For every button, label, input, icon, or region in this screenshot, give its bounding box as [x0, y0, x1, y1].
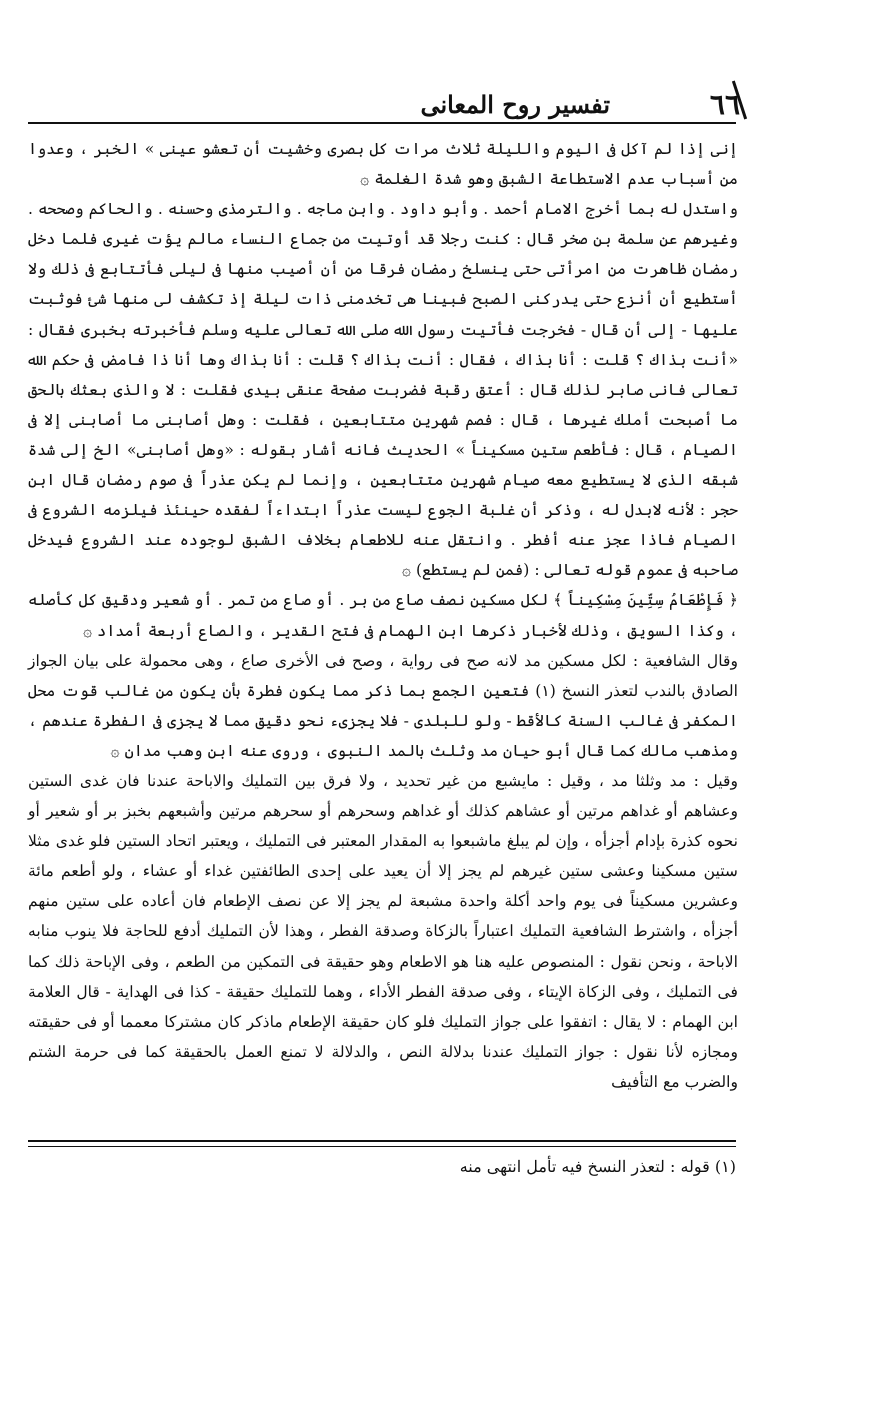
paragraph: ﴿ فَإِطْعَامُ سِتِّينَ مِسْكِيناً ﴾ لكل مسكين نصف صاع من بر . أو صاع من تمر . أو شعير ودقيق كل كأصله ، وكذا السويق ، وذلك لأخبار ذكرها ابن الهمام فى فتح القدير ، والصاع أربعة أمداد ۞ — [28, 591, 738, 640]
running-title: تفسير روح المعانى — [420, 90, 610, 119]
paragraph: وقال الشافعية : لكل مسكين مد لانه صح فى رواية ، وصح فى الأخرى صاع ، وهى محمولة على بيان الجواز الصادق بالندب لتعذر النسخ (١) فتعين الجمع بما ذكر مما يكون فطرة بأن يكون من غالب قوت محل المكفر فى غالب السنة كالأقط - ولو للبلدى - فلا يجزىء نحو دقيق مما لا يجزى فى الفطرة عندهم ، ومذهب مالك كما قال أبو حيان مد وثلث بالمد النبوى ، وروى عنه ابن وهب مدان ۞ — [28, 651, 738, 760]
page-number: ٦٦ — [709, 88, 740, 121]
footnote-rule — [28, 1140, 736, 1142]
footnote: (١) قوله : لتعذر النسخ فيه تأمل انتهى منه — [459, 1157, 736, 1176]
footnote-rule-thin — [28, 1146, 736, 1147]
paragraph: واستدل له بما أخرج الامام أحمد . وأبو داود . وابن ماجه . والترمذى وحسنه . والحاكم وصححه . وغيرهم عن سلمة بن صخر قال : كنت رجلا قد أوتيت من جماع النساء مالم يؤت غيرى فلما دخل رمضان ظاهرت من امرأتى حتى ينسلخ رمضان فرقا من أن أصيب منها فى ليلى فأتتابع فى ذلك ولا أستطيع أن أنزع حتى يدركنى الصبح فبينا هى تخدمنى ذات ليلة إذ تكشف لى منها شئ فوثبت عليها - إلى أن قال - فخرجت فأتيت رسول الله صلى الله تعالى عليه وسلم فأخبرته بخبرى فقال : «أنت بذاك ؟ قلت : أنا بذاك ، فقال : أنت بذاك ؟ قلت : أنا بذاك وها أنا ذا فامض فى حكم الله تعالى فانى صابر لذلك قال : أعتق رقبة فضربت صفحة عنقى بيدى فقلت : لا والذى بعثك بالحق ما أصبحت أملك غيرها ، قال : فصم شهرين متتابعين ، فقلت : وهل أصابنى ما أصابنى إلا فى الصيام ، قال : فأطعم ستين مسكيناً » الحديث فانه أشار بقوله : «وهل أصابنى» الخ إلى شدة شبقه الذى لا يستطيع معه صيام شهرين متتابعين ، وإنما لم يكن عذراً فى صوم رمضان قال ابن حجر : لأنه لابدل له ، وذكر أن غلبة الجوع ليست عذراً ابتداءاً لفقده حينئذ فيلزمه الشروع فى الصيام فاذا عجز عنه أفطر . وانتقل عنه للاطعام بخلاف الشبق لوجوده عند الشروع فيدخل صاحبه فى عموم قوله تعالى : (فمن لم يستطع) ۞ — [28, 200, 739, 580]
paragraph: إنى إذا لم آكل فى اليوم والليلة ثلاث مرات كل بصرى وخشيت أن تعشو عينى » الخبر ، وعدوا من أسباب عدم الاستطاعة الشبق وهو شدة الغلمة ۞ — [28, 140, 738, 189]
main-text — [28, 134, 738, 1414]
header-rule — [28, 122, 736, 124]
paragraph: وقيل : مد وثلثا مد ، وقيل : مايشبع من غير تحديد ، ولا فرق بين التمليك والاباحة عندنا فان غدى الستين وعشاهم أو غداهم مرتين أو عشاهم كذلك أو غداهم وسحرهم أو سحرهم مرتين وأشبعهم بخبز بر أو شعير أو نحوه كذرة بإدام أجزأه ، وإن لم يبلغ ماشبعوا به المقدار المعتبر فى التمليك ، ويعتبر اتحاد الستين فلو غدى مثلا ستين مسكينا وعشى ستين غيرهم لم يجز إلا أن يعيد على إحدى الطائفتين غداء أو عشاء ، ولو أطعم مائة وعشرين مسكيناً فى يوم واحد أكلة واحدة مشبعة لم يجز إلا عن نصف الإطعام فان أعاده على ستين منهم أجزأه ، واشترط الشافعية التمليك اعتباراً بالزكاة وصدقة الفطر ، وهذا لأن التمليك أدفع للحاجة فلا ينوب منابه الاباحة ، ونحن نقول : المنصوص عليه هنا هو الاطعام وهو حقيقة فى التمكين من الطعم ، وفى الإباحة ذلك كما فى التمليك ، وفى الزكاة الإيتاء ، وفى صدقة الفطر الأداء ، وهما للتمليك حقيقة - كذا فى الهداية - قال العلامة ابن الهمام : لا يقال : اتفقوا على جواز التمليك فلو كان حقيقة الإطعام ماذكر كان مشتركا معمما أو فى حقيقته ومجازه لأنا نقول : جواز التمليك عندنا بدلالة النص ، والدلالة لا تمنع العمل بالحقيقة كما فى حرمة الشتم والضرب مع التأفيف — [28, 771, 738, 1091]
page-header — [300, 84, 780, 124]
